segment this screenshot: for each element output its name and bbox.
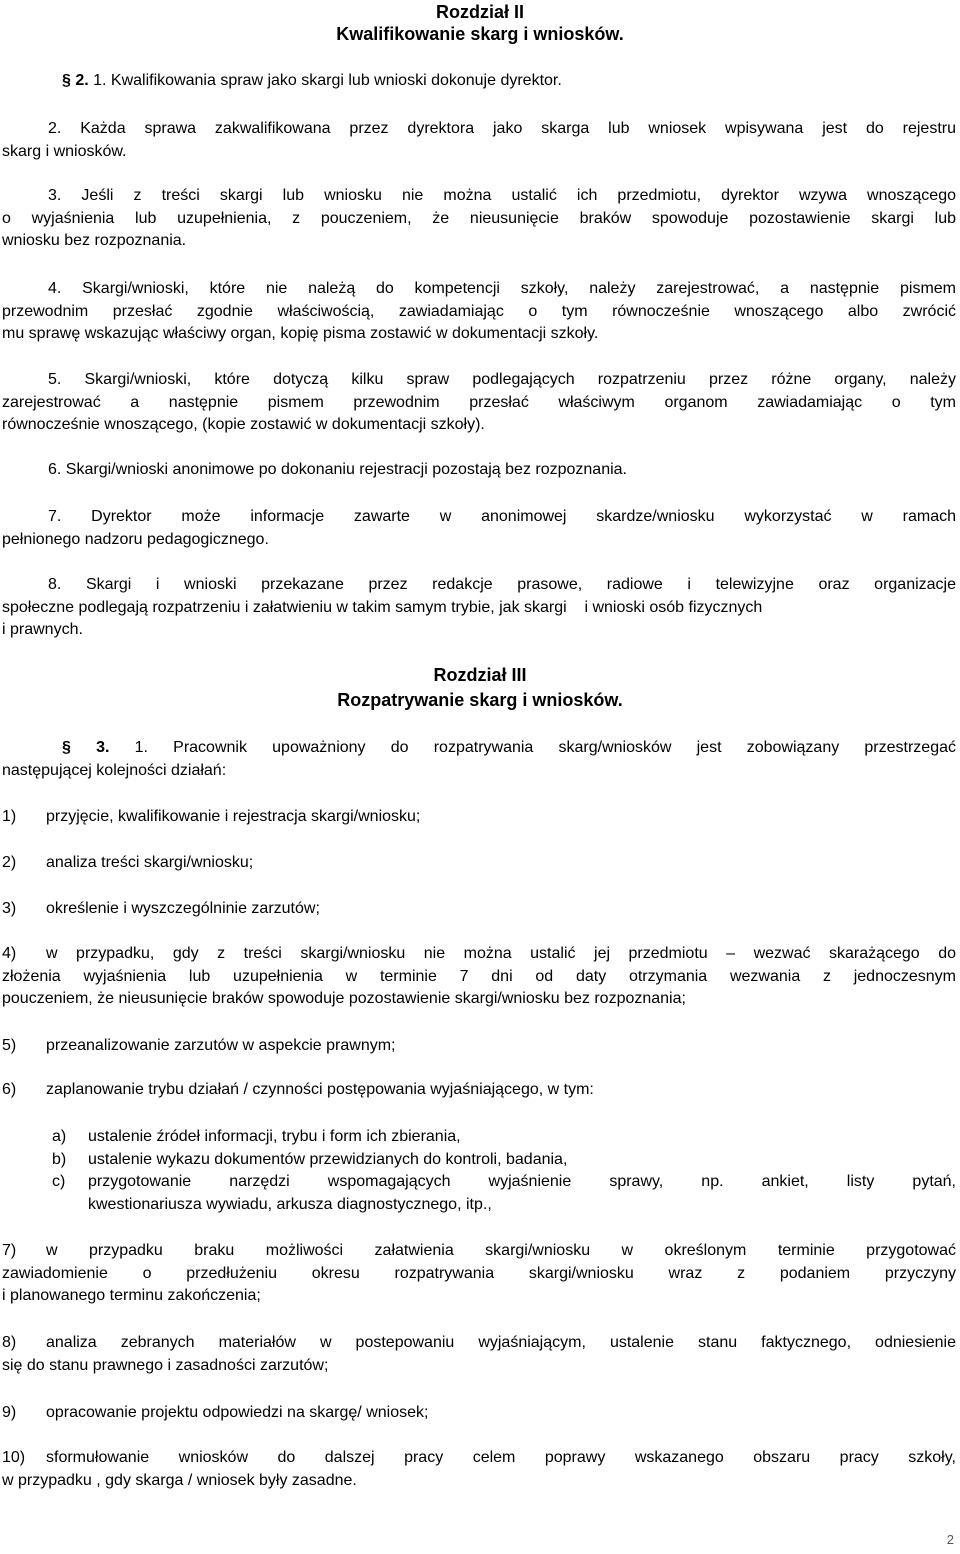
item-number: 10) [2, 1449, 26, 1466]
paragraph-line: mu sprawę wskazując właściwy organ, kopię pisma zostawić w dokumentacji szkoły. [2, 325, 599, 342]
paragraph-2-5 [2, 369, 956, 437]
item-text: opracowanie projektu odpowiedzi na skargę/ wniosek; [46, 1404, 429, 1421]
list-item-2 [2, 852, 956, 875]
item-text: pouczeniem, że nieusunięcie braków spowoduje pozostawienie skargi/wniosku bez rozpoznania; [2, 990, 686, 1007]
list-item-7 [2, 1240, 956, 1308]
sub-item-text: przygotowanie narzędzi wspomagających wyjaśnienie sprawy, np. ankiet, listy pytań, [88, 1173, 956, 1190]
paragraph-line: 1. Pracownik upoważniony do rozpatrywania skarg/wniosków jest zobowiązany przestrzegać [134, 739, 956, 756]
paragraph-line: wniosku bez rozpoznania. [2, 232, 187, 249]
paragraph-line: równocześnie wnoszącego, (kopie zostawić w dokumentacji szkoły). [2, 416, 485, 433]
item-text: zawiadomienie o przedłużeniu okresu rozpatrywania skargi/wniosku wraz z podaniem przyczyny [2, 1264, 956, 1282]
paragraph-line: 6. Skargi/wnioski anonimowe po dokonaniu rejestracji pozostają bez rozpoznania. [48, 461, 627, 478]
paragraph-2-2 [2, 118, 956, 163]
list-item-8 [2, 1332, 956, 1377]
sub-item-letter: a) [52, 1128, 67, 1145]
paragraph-line: 5. Skargi/wnioski, które dotyczą kilku spraw podlegających rozpatrzeniu przez różne organy, należy [48, 371, 956, 388]
item-text: w przypadku braku możliwości załatwienia skargi/wniosku w określonym terminie przygotować [46, 1242, 956, 1259]
item-number: 7) [2, 1242, 17, 1259]
sub-item-letter: c) [52, 1173, 66, 1190]
item-number: 2) [2, 854, 17, 871]
item-number: 6) [2, 1081, 17, 1098]
paragraph-line: o wyjaśnienia lub uzupełnienia, z pouczeniem, że nieusunięcie braków spowoduje pozostawienie skargi lub [2, 209, 956, 227]
sub-item-letter: b) [52, 1151, 67, 1168]
item-text: i planowanego terminu zakończenia; [2, 1287, 261, 1304]
item-text: określenie i wyszczególninie zarzutów; [46, 900, 320, 917]
item-text: w przypadku , gdy skarga / wniosek były zasadne. [2, 1471, 357, 1489]
sub-item-text: ustalenie wykazu dokumentów przewidzianych do kontroli, badania, [88, 1151, 568, 1168]
list-item-3 [2, 898, 956, 921]
paragraph-line: społeczne podlegają rozpatrzeniu i załatwieniu w takim samym trybie, jak skargi i wnioski osób fizycznych [2, 598, 763, 616]
item-number: 3) [2, 900, 17, 917]
section-mark: § 2. [62, 72, 89, 89]
paragraph-2-3 [2, 185, 956, 253]
page-number: 2 [946, 1532, 954, 1547]
paragraph-line: następującej kolejności działań: [2, 761, 227, 779]
list-item-9 [2, 1402, 956, 1425]
paragraph-2-1 [2, 70, 956, 93]
list-item-10 [2, 1447, 956, 1492]
paragraph-3-1 [2, 737, 956, 782]
sub-item-text: ustalenie źródeł informacji, trybu i form ich zbierania, [88, 1128, 461, 1145]
list-item-4 [2, 943, 956, 1011]
paragraph-line: przewodnim przesłać zgodnie właściwością, zawiadamiając o tym równocześnie wnoszącego albo zwrócić [2, 302, 956, 320]
chapter-2-subtitle: Kwalifikowanie skarg i wniosków. [336, 24, 624, 44]
item-text: analiza zebranych materiałów w postepowaniu wyjaśniającym, ustalenie stanu faktycznego, odniesienie [46, 1334, 956, 1351]
paragraph-line: 4. Skargi/wnioski, które nie należą do kompetencji szkoły, należy zarejestrować, a następnie pismem [48, 280, 956, 297]
item-text: złożenia wyjaśnienia lub uzupełnienia w terminie 7 dni od daty otrzymania wezwania z jednoczesnym [2, 967, 956, 985]
item-text: analiza treści skargi/wniosku; [46, 854, 254, 871]
sub-item-c [52, 1171, 956, 1216]
item-text: sformułowanie wniosków do dalszej pracy celem poprawy wskazanego obszaru pracy szkoły, [46, 1449, 956, 1466]
item-number: 8) [2, 1334, 17, 1351]
item-text: przyjęcie, kwalifikowanie i rejestracja skargi/wniosku; [46, 808, 421, 825]
paragraph-2-6 [2, 459, 956, 482]
paragraph-line: 3. Jeśli z treści skargi lub wniosku nie można ustalić ich przedmiotu, dyrektor wzywa wnoszącego [48, 187, 956, 204]
item-text: w przypadku, gdy z treści skargi/wniosku nie można ustalić jej przedmiotu – wezwać skarażącego do [46, 945, 956, 962]
item-number: 5) [2, 1037, 17, 1054]
sub-item-text: kwestionariusza wywiadu, arkusza diagnostycznego, itp., [88, 1195, 492, 1213]
list-item-6 [2, 1079, 956, 1102]
item-number: 9) [2, 1404, 17, 1421]
chapter-2-title: Rozdział II [435, 2, 524, 22]
item-number: 4) [2, 945, 17, 962]
item-text: się do stanu prawnego i zasadności zarzutów; [2, 1356, 329, 1374]
item-number: 1) [2, 808, 17, 825]
sub-item-b [52, 1149, 956, 1172]
list-item-1 [2, 806, 956, 829]
section-mark: § 3. [62, 739, 110, 756]
paragraph-line: i prawnych. [2, 621, 83, 638]
item-text: zaplanowanie trybu działań / czynności postępowania wyjaśniającego, w tym: [46, 1081, 594, 1098]
paragraph-2-4 [2, 278, 956, 346]
paragraph-line: skarg i wniosków. [2, 142, 127, 160]
paragraph-2-8 [2, 574, 956, 642]
chapter-3-subtitle: Rozpatrywanie skarg i wniosków. [337, 690, 623, 710]
chapter-3-title: Rozdział III [433, 665, 527, 685]
paragraph-line: zarejestrować a następnie pismem przewodnim przesłać właściwym organom zawiadamiając o tym [2, 393, 956, 411]
item-text: przeanalizowanie zarzutów w aspekcie prawnym; [46, 1037, 396, 1054]
paragraph-line: 2. Każda sprawa zakwalifikowana przez dyrektora jako skarga lub wniosek wpisywana jest do rejestru [48, 120, 956, 137]
paragraph-line: 8. Skargi i wnioski przekazane przez redakcje prasowe, radiowe i telewizyjne oraz organizacje [48, 576, 956, 593]
paragraph-text: 1. Kwalifikowania spraw jako skargi lub wnioski dokonuje dyrektor. [93, 72, 562, 89]
paragraph-line: 7. Dyrektor może informacje zawarte w anonimowej skardze/wniosku wykorzystać w ramach [48, 508, 956, 525]
list-item-5 [2, 1035, 956, 1058]
sub-item-a [52, 1126, 956, 1149]
paragraph-2-7 [2, 506, 956, 551]
paragraph-line: pełnionego nadzoru pedagogicznego. [2, 530, 269, 548]
